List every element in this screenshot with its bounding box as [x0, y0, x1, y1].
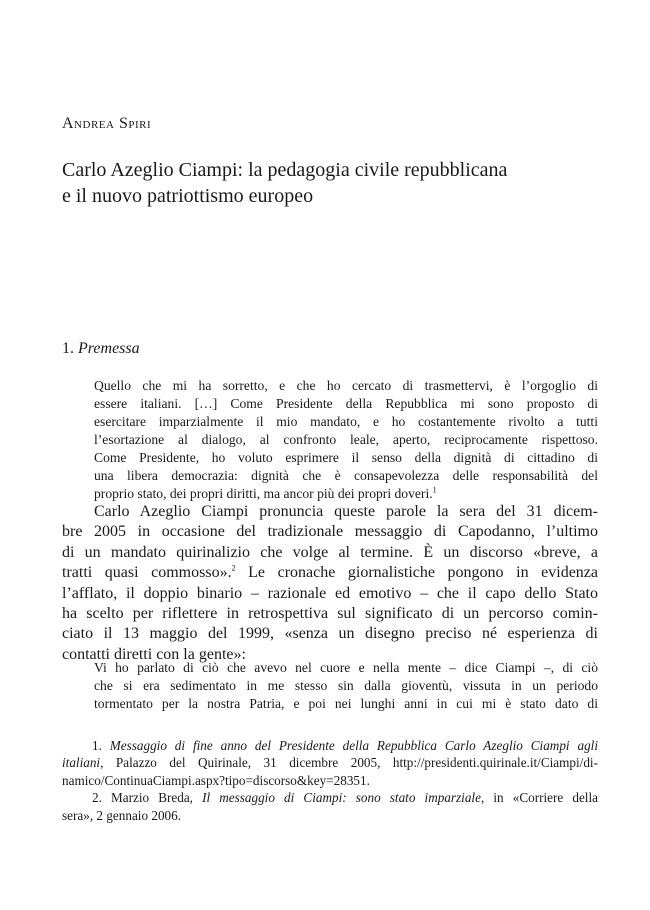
footnote-line	[62, 754, 598, 771]
quote-line: una libera democrazia: dignità che è consapevolezza delle responsabilità del	[94, 468, 598, 483]
body-line: l’afflato, il doppio binario – razionale ed emotivo – che il capo dello Stato	[62, 584, 598, 602]
footnote-line	[62, 789, 598, 806]
section-name: Premessa	[78, 340, 140, 357]
quote-line	[94, 485, 598, 503]
article-title-line: e il nuovo patriottismo europeo	[62, 185, 314, 207]
author-name: Andrea Spiri	[62, 115, 152, 132]
quote-line: esercitare imparzialmente il mio mandato, e ho costantemente rivolto a tutti	[94, 414, 598, 429]
body-line: ciato il 13 maggio del 1999, «senza un disegno preciso né esperienza di	[62, 625, 598, 643]
body-line: Carlo Azeglio Ciampi pronuncia queste parole la sera del 31 dicem-	[94, 503, 598, 520]
footnote-title: Il messaggio di Ciampi: sono stato imparziale	[202, 790, 481, 806]
quote-line: essere italiani. […] Come Presidente della Repubblica mi sono proposto di	[94, 396, 598, 411]
article-title	[62, 157, 602, 209]
section-heading	[62, 340, 140, 358]
quote-line: Come Presidente, ho voluto esprimere il senso della dignità di cittadino di	[94, 450, 598, 465]
footnote-ref[interactable]: 2	[231, 563, 236, 573]
footnotes	[62, 737, 598, 824]
quote-line: tormentato per la nostra Patria, e poi nei lunghi anni in cui mi è stato dato di	[94, 696, 598, 711]
body-line: bre 2005 in occasione del tradizionale messaggio di Capodanno, l’ultimo	[62, 523, 598, 541]
article-title-line: Carlo Azeglio Ciampi: la pedagogia civile repubblicana	[62, 159, 508, 181]
footnote-title: Messaggio di fine anno del Presidente della Repubblica Carlo Azeglio Ciampi agli	[109, 738, 598, 753]
quote-line: l’esortazione al dialogo, al confronto leale, aperto, reciprocamente rispettoso.	[94, 432, 598, 447]
quote-line-text: proprio stato, dei propri diritti, ma ancor più dei propri doveri.	[94, 486, 433, 501]
body-line	[62, 563, 598, 583]
footnote-number: 1.	[92, 738, 102, 753]
footnote-number: 2.	[92, 790, 102, 806]
footnote-text: , in «Corriere della	[480, 790, 598, 806]
footnote-text: , Palazzo del Quirinale, 31 dicembre 2005, http://presidenti.quirinale.it/Ciampi/di-	[100, 755, 598, 771]
quote-line: che si era sedimentato in me stesso sin dalla gioventù, vissuta in un periodo	[94, 678, 598, 693]
quote-line: Vi ho parlato di ciò che avevo nel cuore e nella mente – dice Ciampi –, di ciò	[94, 660, 598, 675]
footnote-title: italiani	[62, 755, 101, 771]
footnote-author: Marzio Breda,	[111, 790, 193, 806]
footnote-line: sera», 2 gennaio 2006.	[62, 807, 182, 823]
body-line-text: Le cronache giornalistiche pongono in evidenza	[235, 564, 598, 582]
body-line: di un mandato quirinalizio che volge al termine. È un discorso «breve, a	[62, 543, 598, 561]
quote-line: Quello che mi ha sorretto, e che ho cercato di trasmettervi, è l’orgoglio di	[94, 378, 598, 393]
body-line: contatti diretti con la gente»:	[62, 645, 246, 663]
block-quote	[94, 377, 598, 503]
footnote-line: namico/ContinuaCiampi.aspx?tipo=discorso&key=28351.	[62, 772, 370, 788]
body-line: ha scelto per riflettere in retrospettiva sul significato di un percorso comin-	[62, 605, 598, 623]
block-quote	[94, 659, 598, 713]
section-number: 1.	[62, 340, 74, 357]
footnote-line	[62, 737, 598, 754]
footnote-ref[interactable]: 1	[432, 485, 437, 495]
body-line-text: tratti quasi commosso».	[62, 564, 232, 582]
body-paragraph	[62, 502, 598, 665]
